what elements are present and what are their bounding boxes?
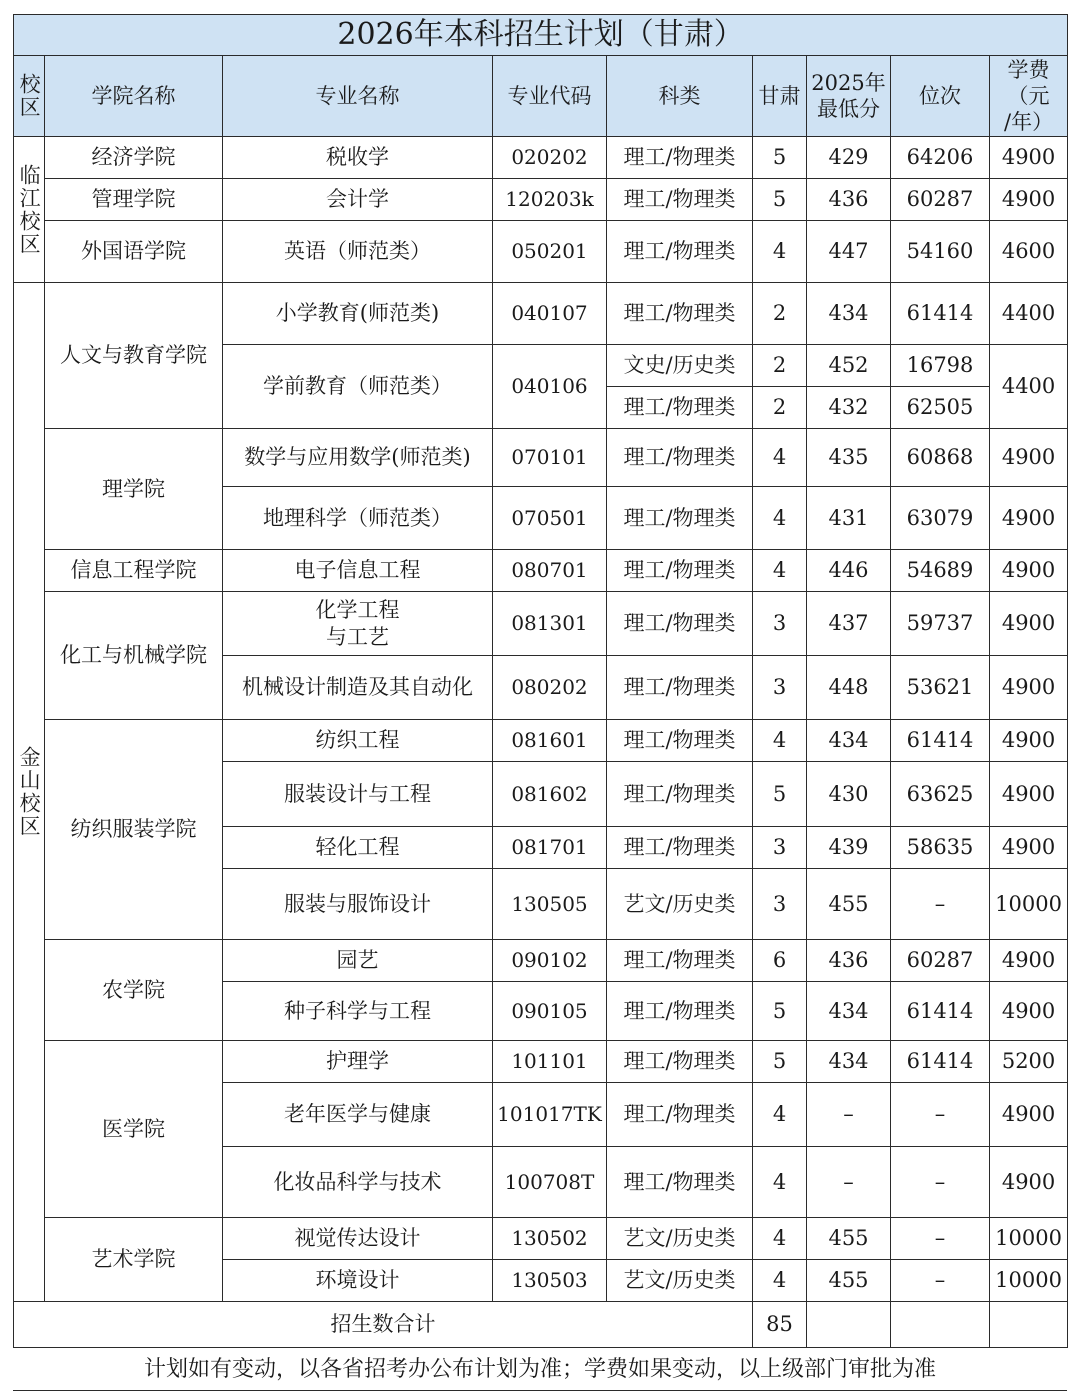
fee-cell: 4900 [990,656,1068,720]
minscore-cell: 436 [807,940,891,982]
category-cell: 艺文/历史类 [607,1218,753,1260]
code-cell: 020202 [493,137,607,179]
fee-cell: 5200 [990,1041,1068,1083]
fee-cell: 4400 [990,345,1068,429]
category-cell: 理工/物理类 [607,179,753,221]
code-cell: 080202 [493,656,607,720]
code-cell: 080701 [493,550,607,592]
code-cell: 101017TK [493,1083,607,1147]
minscore-cell: 434 [807,720,891,762]
table-row [14,283,1068,345]
rank-cell: – [891,1147,990,1218]
quota-cell: 5 [753,179,807,221]
fee-cell: 4600 [990,221,1068,283]
quota-cell: 5 [753,762,807,827]
category-cell: 理工/物理类 [607,656,753,720]
rank-cell: 53621 [891,656,990,720]
category-cell: 理工/物理类 [607,940,753,982]
quota-cell: 3 [753,869,807,940]
minscore-cell: 432 [807,387,891,429]
major-cell: 学前教育（师范类） [223,345,493,429]
category-cell: 理工/物理类 [607,387,753,429]
table-row [14,179,1068,221]
table-row [14,137,1068,179]
header-row [14,56,1068,137]
total-empty [807,1302,891,1348]
code-cell: 081602 [493,762,607,827]
code-cell: 070101 [493,429,607,487]
header-code: 专业代码 [493,56,607,137]
header-college: 学院名称 [45,56,223,137]
category-cell: 理工/物理类 [607,720,753,762]
quota-cell: 3 [753,656,807,720]
code-cell: 081301 [493,592,607,656]
minscore-cell: 448 [807,656,891,720]
quota-cell: 4 [753,1218,807,1260]
minscore-cell: 446 [807,550,891,592]
college-cell: 化工与机械学院 [45,592,223,720]
quota-cell: 4 [753,550,807,592]
major-cell: 轻化工程 [223,827,493,869]
minscore-cell: – [807,1083,891,1147]
footer-note: 计划如有变动，以各省招考办公布计划为准；学费如果变动，以上级部门审批为准 [13,1354,1067,1391]
rank-cell: 60287 [891,940,990,982]
fee-cell: 10000 [990,869,1068,940]
minscore-cell: 437 [807,592,891,656]
major-cell: 机械设计制造及其自动化 [223,656,493,720]
college-cell: 经济学院 [45,137,223,179]
total-empty [990,1302,1068,1348]
major-cell: 数学与应用数学(师范类) [223,429,493,487]
table-row [14,720,1068,762]
rank-cell: 61414 [891,720,990,762]
rank-cell: 61414 [891,283,990,345]
category-cell: 理工/物理类 [607,429,753,487]
fee-cell: 10000 [990,1260,1068,1302]
category-cell: 理工/物理类 [607,550,753,592]
fee-cell: 4900 [990,827,1068,869]
category-cell: 理工/物理类 [607,592,753,656]
fee-cell: 4900 [990,137,1068,179]
college-cell: 外国语学院 [45,221,223,283]
college-cell: 信息工程学院 [45,550,223,592]
major-cell: 服装设计与工程 [223,762,493,827]
fee-cell: 10000 [990,1218,1068,1260]
minscore-cell: 434 [807,283,891,345]
minscore-cell: 455 [807,1218,891,1260]
fee-cell: 4900 [990,429,1068,487]
header-minscore: 2025年 最低分 [807,56,891,137]
table-title: 2026年本科招生计划（甘肃） [14,15,1068,56]
quota-cell: 4 [753,487,807,550]
campus-cell: 临江校区 [14,137,45,283]
quota-cell: 3 [753,592,807,656]
quota-cell: 4 [753,1083,807,1147]
minscore-cell: 452 [807,345,891,387]
code-cell: 120203k [493,179,607,221]
quota-cell: 4 [753,429,807,487]
rank-cell: 16798 [891,345,990,387]
major-cell: 纺织工程 [223,720,493,762]
code-cell: 040106 [493,345,607,429]
major-cell: 种子科学与工程 [223,982,493,1041]
category-cell: 文史/历史类 [607,345,753,387]
rank-cell: – [891,1218,990,1260]
code-cell: 081601 [493,720,607,762]
category-cell: 理工/物理类 [607,283,753,345]
header-major: 专业名称 [223,56,493,137]
minscore-cell: 455 [807,1260,891,1302]
rank-cell: 61414 [891,982,990,1041]
rank-cell: 62505 [891,387,990,429]
code-cell: 101101 [493,1041,607,1083]
fee-cell: 4900 [990,720,1068,762]
minscore-cell: 439 [807,827,891,869]
code-cell: 081701 [493,827,607,869]
college-cell: 人文与教育学院 [45,283,223,429]
college-cell: 管理学院 [45,179,223,221]
major-cell: 视觉传达设计 [223,1218,493,1260]
code-cell: 040107 [493,283,607,345]
category-cell: 艺文/历史类 [607,869,753,940]
major-cell: 化妆品科学与技术 [223,1147,493,1218]
category-cell: 理工/物理类 [607,487,753,550]
rank-cell: 60868 [891,429,990,487]
table-row [14,429,1068,487]
fee-cell: 4900 [990,982,1068,1041]
quota-cell: 5 [753,1041,807,1083]
fee-cell: 4900 [990,179,1068,221]
minscore-cell: 455 [807,869,891,940]
fee-cell: 4900 [990,940,1068,982]
header-rank: 位次 [891,56,990,137]
category-cell: 理工/物理类 [607,1083,753,1147]
quota-cell: 5 [753,137,807,179]
quota-cell: 2 [753,387,807,429]
major-cell: 小学教育(师范类) [223,283,493,345]
minscore-cell: – [807,1147,891,1218]
fee-cell: 4900 [990,762,1068,827]
header-category: 科类 [607,56,753,137]
table-row [14,940,1068,982]
rank-cell: 54689 [891,550,990,592]
rank-cell: – [891,1083,990,1147]
code-cell: 070501 [493,487,607,550]
fee-cell: 4900 [990,487,1068,550]
rank-cell: 58635 [891,827,990,869]
rank-cell: – [891,869,990,940]
category-cell: 理工/物理类 [607,762,753,827]
table-row [14,1218,1068,1260]
fee-cell: 4900 [990,1083,1068,1147]
category-cell: 理工/物理类 [607,1147,753,1218]
quota-cell: 2 [753,345,807,387]
category-cell: 理工/物理类 [607,827,753,869]
table-row [14,550,1068,592]
fee-cell: 4900 [990,550,1068,592]
major-cell: 会计学 [223,179,493,221]
quota-cell: 3 [753,827,807,869]
code-cell: 100708T [493,1147,607,1218]
college-cell: 医学院 [45,1041,223,1218]
quota-cell: 6 [753,940,807,982]
college-cell: 理学院 [45,429,223,550]
major-cell: 园艺 [223,940,493,982]
total-label: 招生数合计 [14,1302,753,1348]
major-cell: 英语（师范类） [223,221,493,283]
minscore-cell: 436 [807,179,891,221]
code-cell: 130505 [493,869,607,940]
category-cell: 理工/物理类 [607,221,753,283]
quota-cell: 5 [753,982,807,1041]
table-row [14,1041,1068,1083]
major-cell: 环境设计 [223,1260,493,1302]
minscore-cell: 431 [807,487,891,550]
major-cell: 电子信息工程 [223,550,493,592]
rank-cell: 63079 [891,487,990,550]
rank-cell: 54160 [891,221,990,283]
total-value: 85 [753,1302,807,1348]
campus-cell: 金山校区 [14,283,45,1302]
header-campus: 校区 [14,56,45,137]
category-cell: 理工/物理类 [607,137,753,179]
minscore-cell: 435 [807,429,891,487]
rank-cell: 61414 [891,1041,990,1083]
major-cell: 化学工程 与工艺 [223,592,493,656]
quota-cell: 2 [753,283,807,345]
category-cell: 理工/物理类 [607,982,753,1041]
code-cell: 090105 [493,982,607,1041]
rank-cell: 59737 [891,592,990,656]
code-cell: 130503 [493,1260,607,1302]
admission-plan-sheet [13,14,1067,1348]
code-cell: 050201 [493,221,607,283]
major-cell: 护理学 [223,1041,493,1083]
rank-cell: 63625 [891,762,990,827]
admission-plan-table [13,14,1068,1348]
quota-cell: 4 [753,720,807,762]
header-fee: 学费 （元 /年） [990,56,1068,137]
major-cell: 地理科学（师范类） [223,487,493,550]
minscore-cell: 429 [807,137,891,179]
major-cell: 税收学 [223,137,493,179]
quota-cell: 4 [753,1260,807,1302]
total-row [14,1302,1068,1348]
minscore-cell: 447 [807,221,891,283]
quota-cell: 4 [753,1147,807,1218]
minscore-cell: 434 [807,1041,891,1083]
fee-cell: 4900 [990,592,1068,656]
fee-cell: 4400 [990,283,1068,345]
college-cell: 农学院 [45,940,223,1041]
major-cell: 服装与服饰设计 [223,869,493,940]
minscore-cell: 434 [807,982,891,1041]
major-cell: 老年医学与健康 [223,1083,493,1147]
rank-cell: 60287 [891,179,990,221]
category-cell: 理工/物理类 [607,1041,753,1083]
category-cell: 艺文/历史类 [607,1260,753,1302]
table-row [14,592,1068,656]
rank-cell: 64206 [891,137,990,179]
minscore-cell: 430 [807,762,891,827]
quota-cell: 4 [753,221,807,283]
code-cell: 090102 [493,940,607,982]
rank-cell: – [891,1260,990,1302]
header-gansu: 甘肃 [753,56,807,137]
code-cell: 130502 [493,1218,607,1260]
table-row [14,221,1068,283]
college-cell: 纺织服装学院 [45,720,223,940]
total-empty [891,1302,990,1348]
fee-cell: 4900 [990,1147,1068,1218]
college-cell: 艺术学院 [45,1218,223,1302]
